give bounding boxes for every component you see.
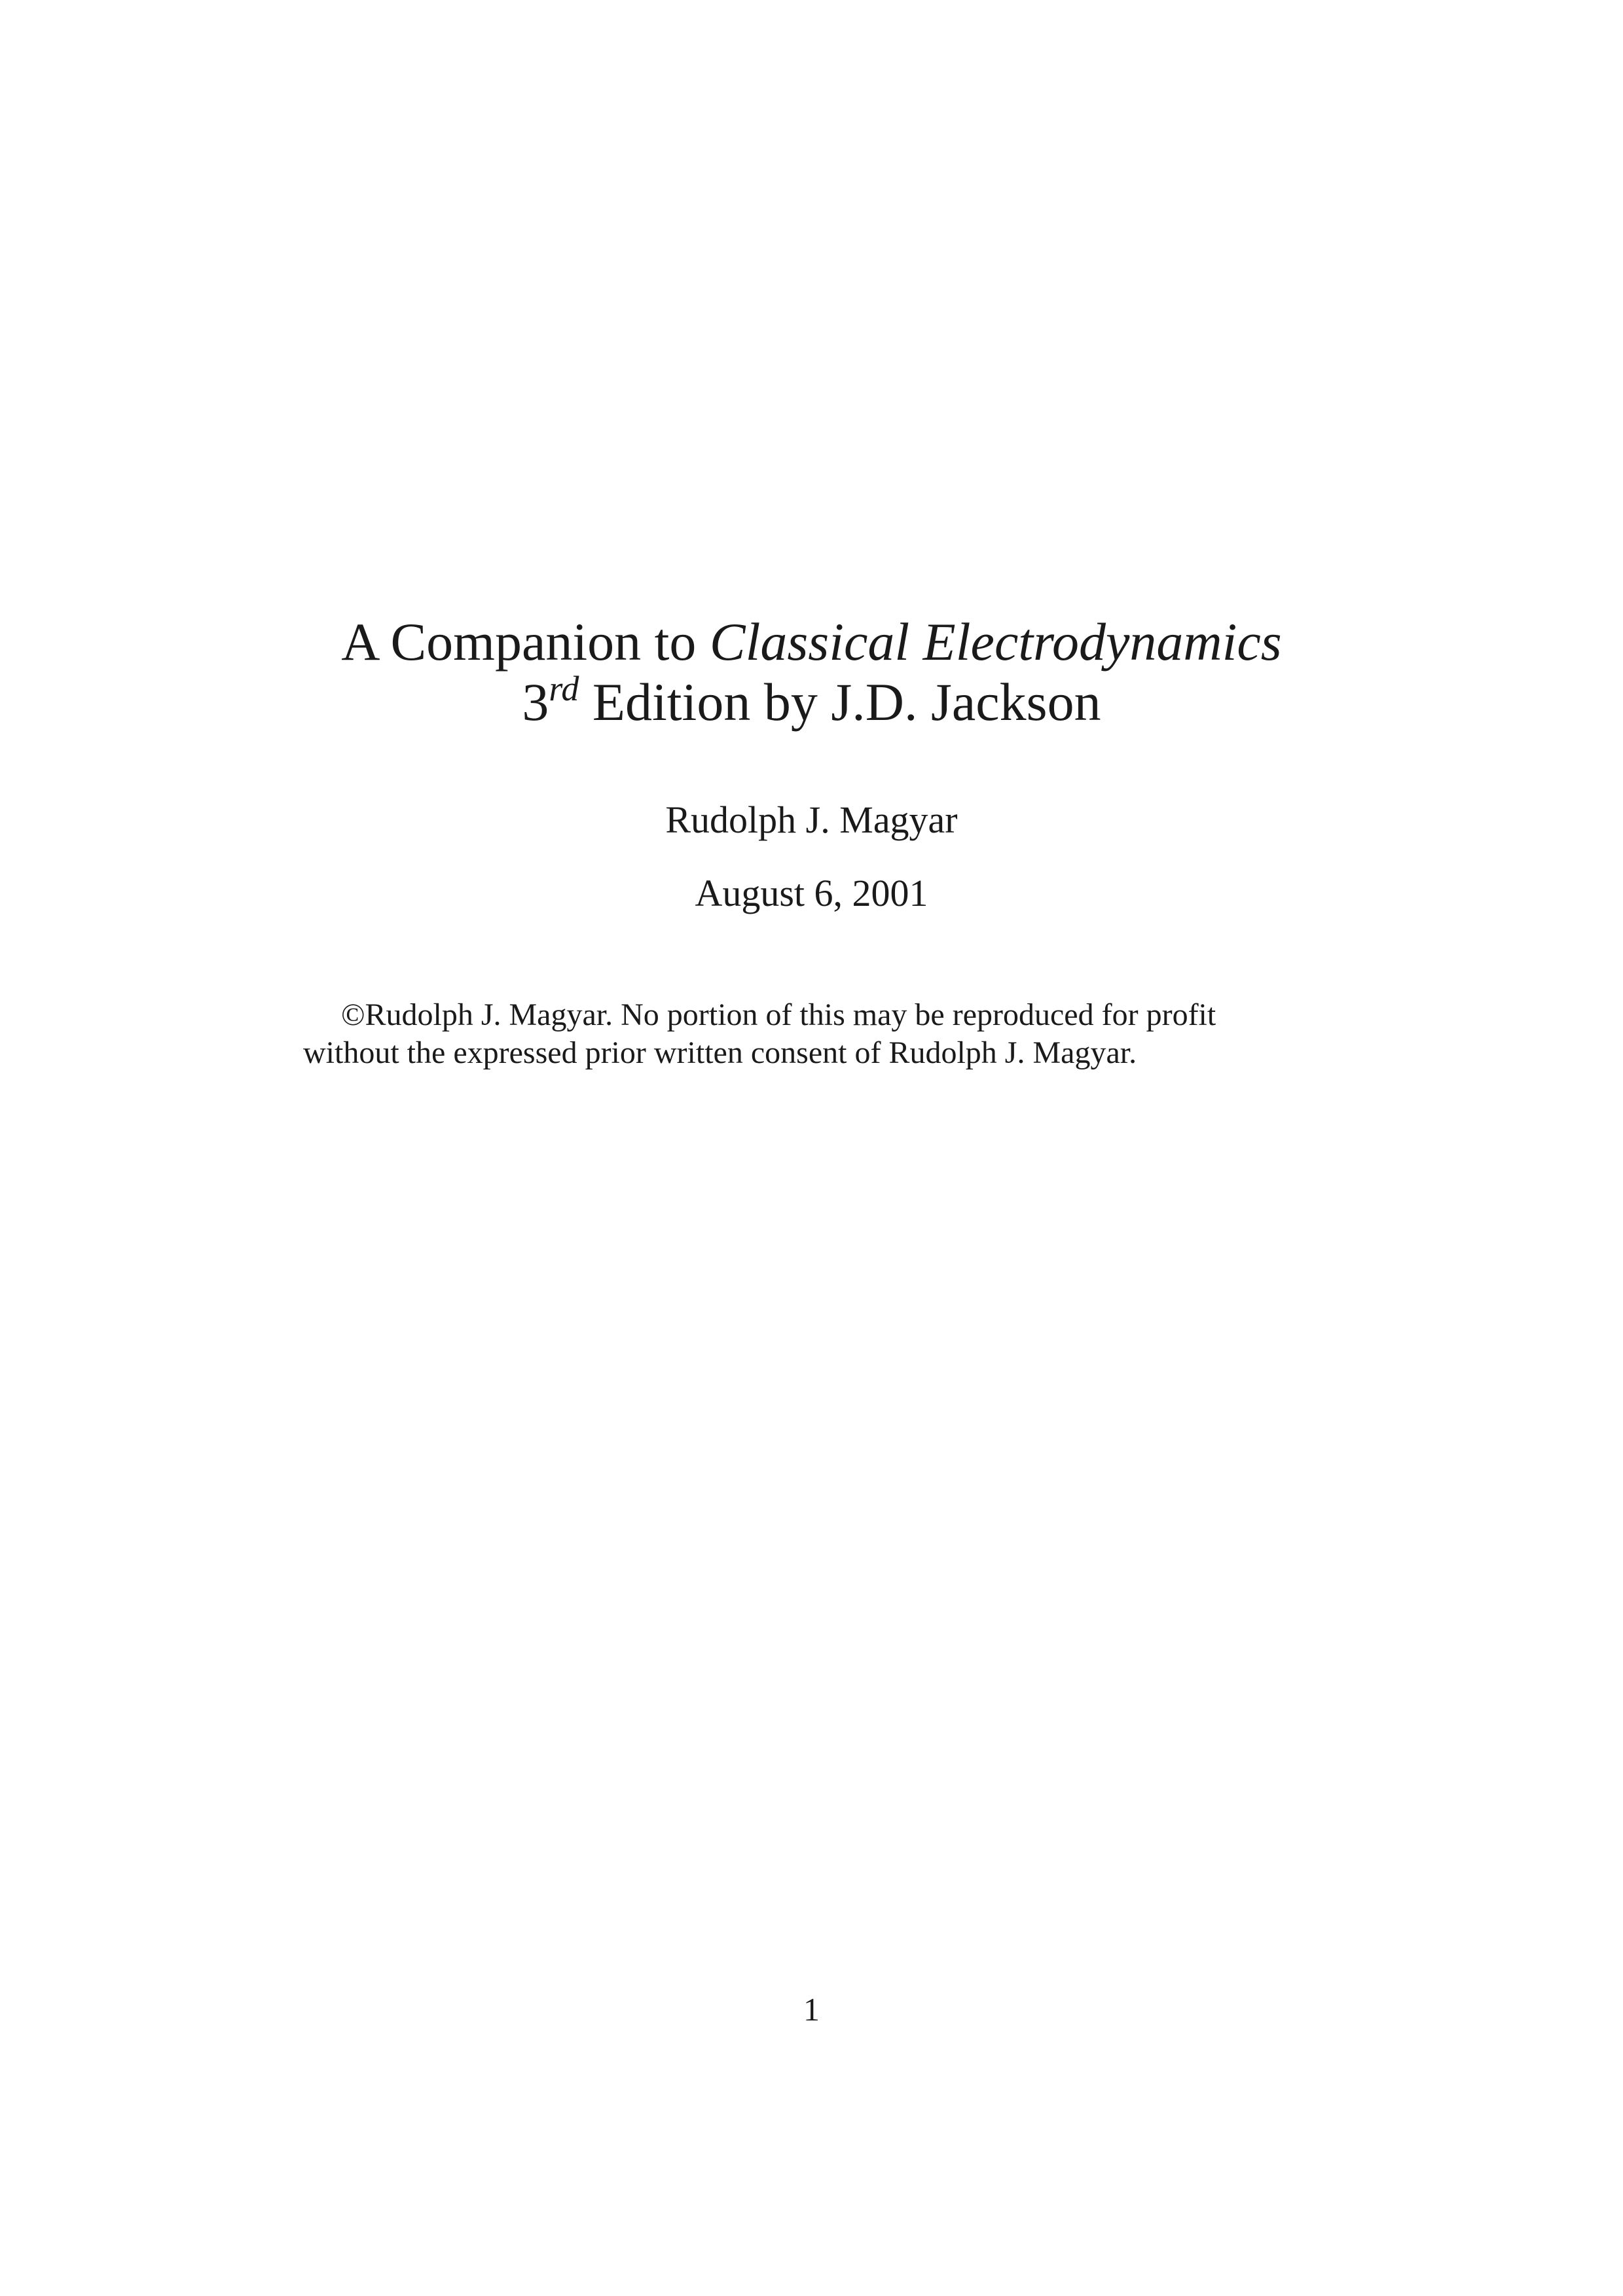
copyright-line-2: without the expressed prior written consent of Rudolph J. Magyar.	[303, 1035, 1137, 1070]
edition-ordinal-suffix: rd	[549, 669, 579, 708]
copyright-notice	[303, 996, 1364, 1072]
edition-number: 3	[522, 672, 549, 732]
title-book-name: Classical Electrodynamics	[709, 612, 1282, 672]
title-line-1	[0, 612, 1623, 672]
title-line-2	[0, 669, 1623, 732]
publication-date: August 6, 2001	[695, 872, 928, 914]
title-prefix: A Companion to	[341, 612, 710, 672]
document-title	[0, 612, 1623, 732]
page-number: 1	[803, 1991, 820, 2028]
author-name: Rudolph J. Magyar	[665, 798, 958, 841]
edition-text: Edition by J.D. Jackson	[579, 672, 1101, 732]
copyright-line-1: ©Rudolph J. Magyar. No portion of this may be reproduced for profit	[341, 997, 1216, 1032]
